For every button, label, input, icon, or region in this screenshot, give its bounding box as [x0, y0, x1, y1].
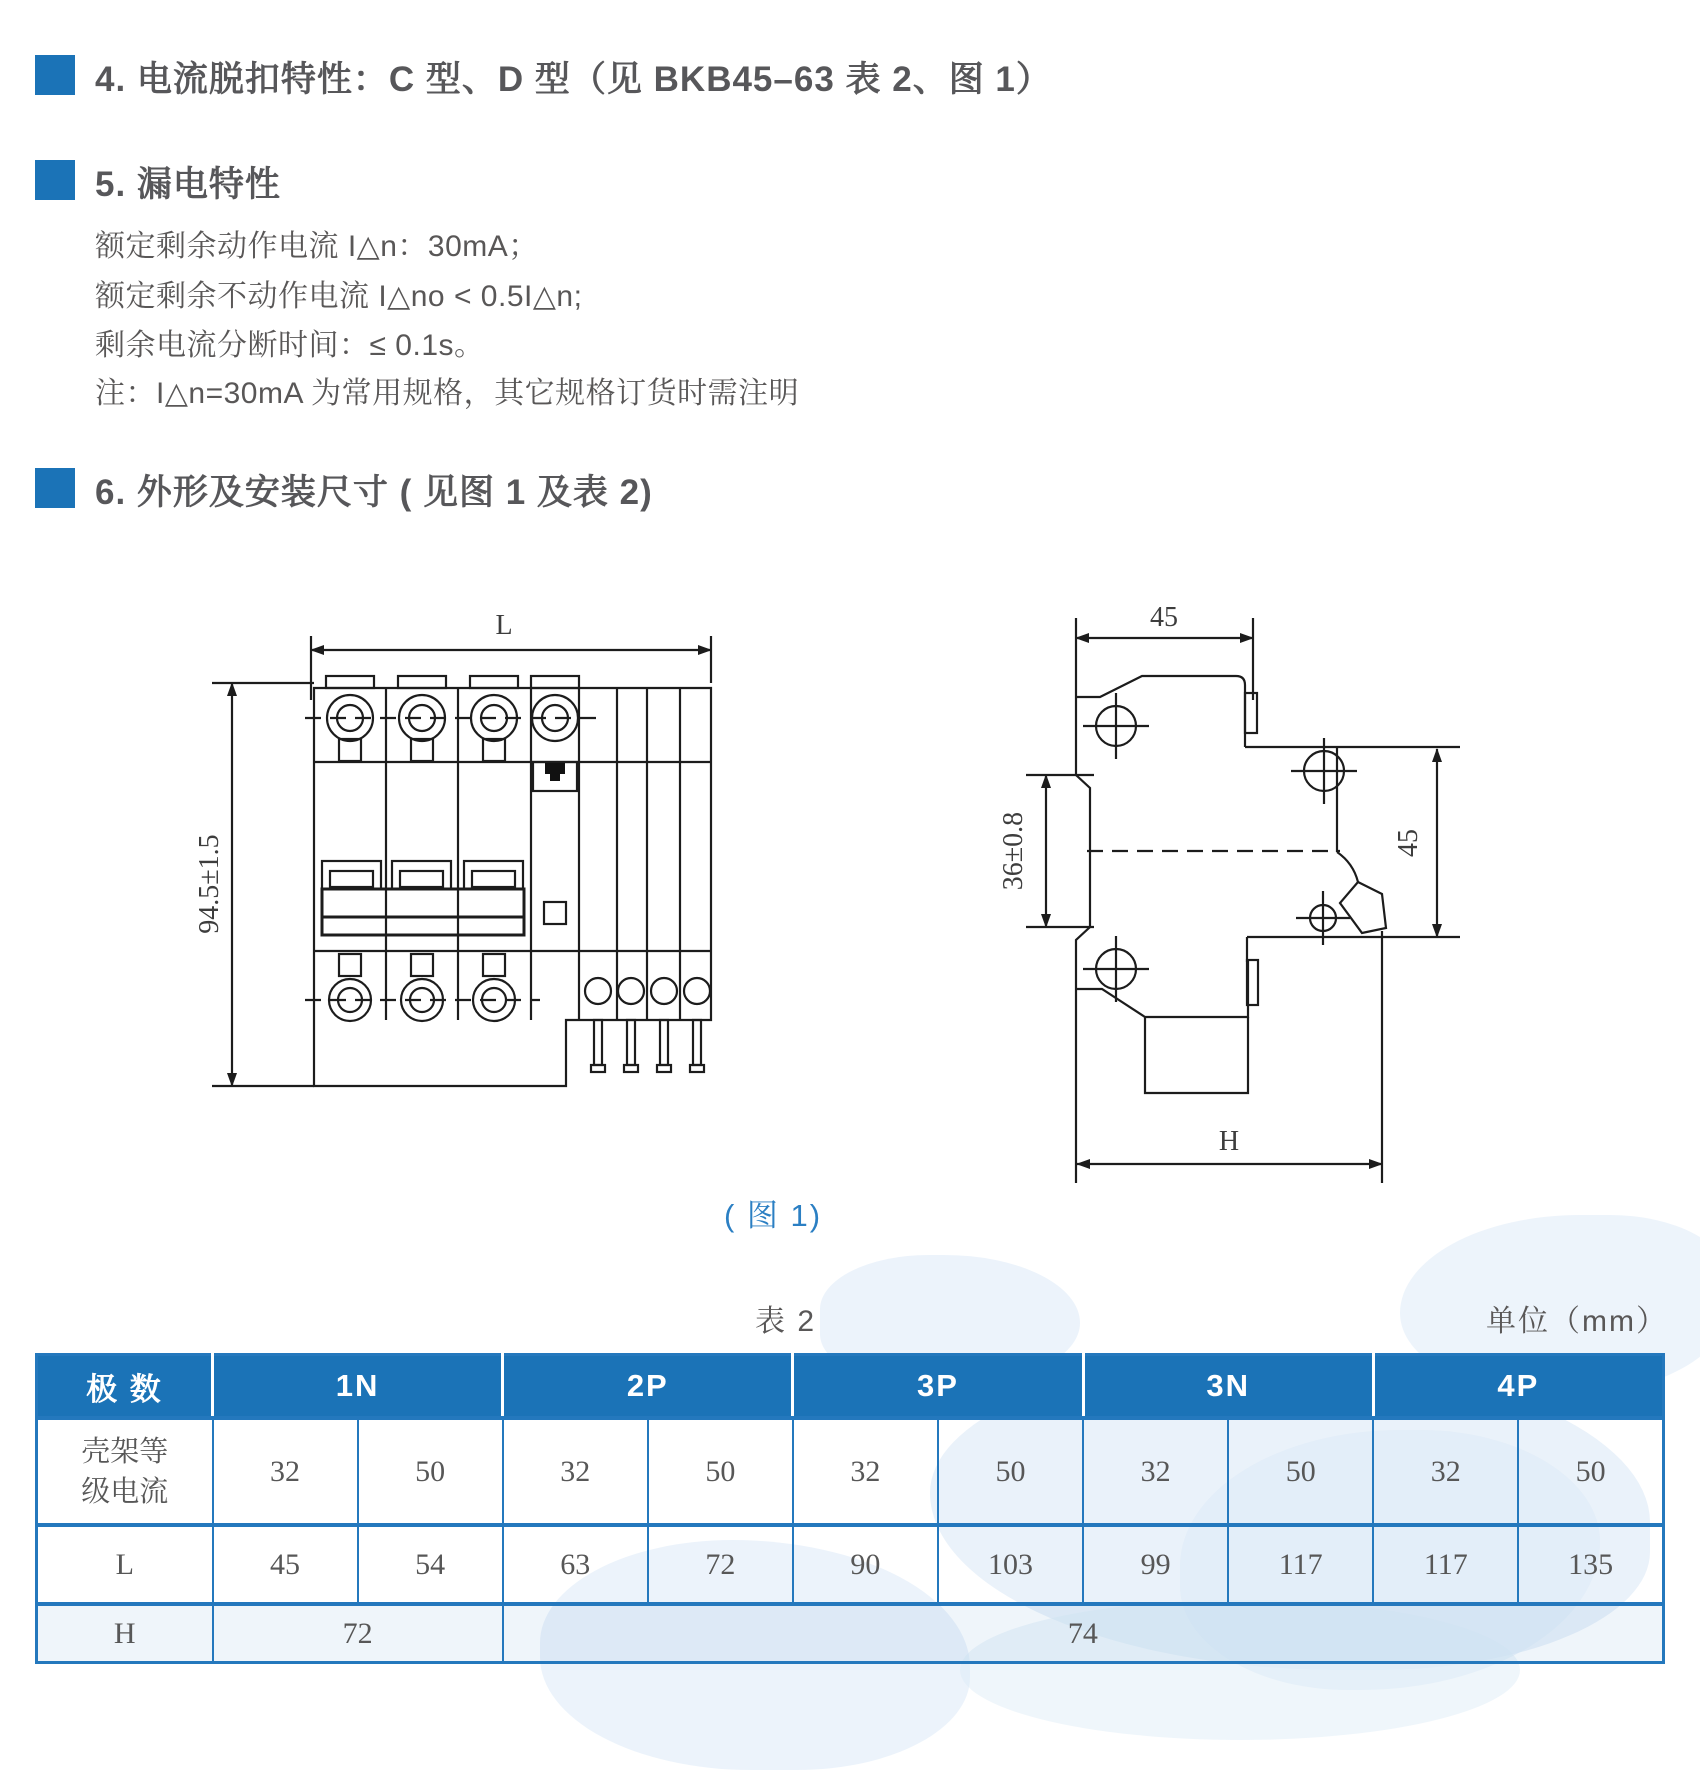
header-2P: 2P	[503, 1355, 793, 1419]
section4-title: 4. 电流脱扣特性：C 型、D 型（见 BKB45–63 表 2、图 1）	[95, 60, 1052, 99]
row-label-L: L	[37, 1525, 213, 1604]
cell: 32	[1373, 1418, 1518, 1525]
leakage-spec-line: 剩余电流分断时间：≤ 0.1s。	[95, 329, 485, 362]
table-row-L	[37, 1525, 1664, 1604]
cell-H-others: 74	[503, 1604, 1664, 1663]
section6-bullet-icon	[35, 468, 75, 508]
dim-label-36: 36±0.8	[998, 811, 1029, 891]
section5-bullet-icon	[35, 160, 75, 200]
dim-label-L: L	[495, 610, 513, 641]
row-label-frame-current: 壳架等 级电流	[37, 1418, 213, 1525]
cell: 99	[1083, 1525, 1228, 1604]
cell: 63	[503, 1525, 648, 1604]
header-4P: 4P	[1373, 1355, 1663, 1419]
cell: 103	[938, 1525, 1083, 1604]
table-row-H	[37, 1604, 1664, 1663]
header-1N: 1N	[213, 1355, 503, 1419]
cell: 117	[1228, 1525, 1373, 1604]
table-header-row	[37, 1355, 1664, 1419]
section4-bullet-icon	[35, 55, 75, 95]
header-3N: 3N	[1083, 1355, 1373, 1419]
front-view-drawing	[194, 610, 711, 1086]
dim-label-height: 94.5±1.5	[194, 834, 225, 934]
figure1-drawings	[100, 550, 1560, 1190]
table2-label: 表 2	[755, 1305, 817, 1338]
table-row-frame-current	[37, 1418, 1664, 1525]
cell: 50	[1518, 1418, 1663, 1525]
dim-label-45-top: 45	[1150, 602, 1178, 633]
figure1-caption: ( 图 1)	[724, 1198, 823, 1233]
cell: 32	[793, 1418, 938, 1525]
leakage-spec-line: 额定剩余不动作电流 I△no < 0.5I△n;	[95, 280, 583, 313]
cell: 72	[648, 1525, 793, 1604]
section6-title: 6. 外形及安装尺寸 ( 见图 1 及表 2)	[95, 473, 653, 512]
cell: 135	[1518, 1525, 1663, 1604]
unit-label: 单位（mm）	[1486, 1305, 1668, 1338]
cell: 50	[938, 1418, 1083, 1525]
section5-title: 5. 漏电特性	[95, 165, 281, 204]
mounting-hole-crosshair	[1083, 936, 1149, 1002]
header-poles: 极 数	[37, 1355, 213, 1419]
cell: 90	[793, 1525, 938, 1604]
leakage-spec-line: 注：I△n=30mA 为常用规格，其它规格订货时需注明	[95, 377, 800, 410]
cell: 50	[358, 1418, 503, 1525]
dim-label-45-right: 45	[1393, 829, 1424, 857]
cell-H-1N: 72	[213, 1604, 503, 1663]
leakage-spec-line: 额定剩余动作电流 I△n：30mA；	[95, 230, 539, 263]
cell: 32	[213, 1418, 358, 1525]
cell: 117	[1373, 1525, 1518, 1604]
cell: 50	[648, 1418, 793, 1525]
dim-label-H: H	[1218, 1126, 1240, 1157]
cell: 45	[213, 1525, 358, 1604]
cell: 54	[358, 1525, 503, 1604]
row-label-H: H	[37, 1604, 213, 1663]
cell: 32	[503, 1418, 648, 1525]
cell: 50	[1228, 1418, 1373, 1525]
mounting-hole-crosshair	[1083, 693, 1149, 759]
cell: 32	[1083, 1418, 1228, 1525]
side-view-drawing	[998, 602, 1460, 1183]
header-3P: 3P	[793, 1355, 1083, 1419]
dimension-table	[35, 1353, 1665, 1664]
